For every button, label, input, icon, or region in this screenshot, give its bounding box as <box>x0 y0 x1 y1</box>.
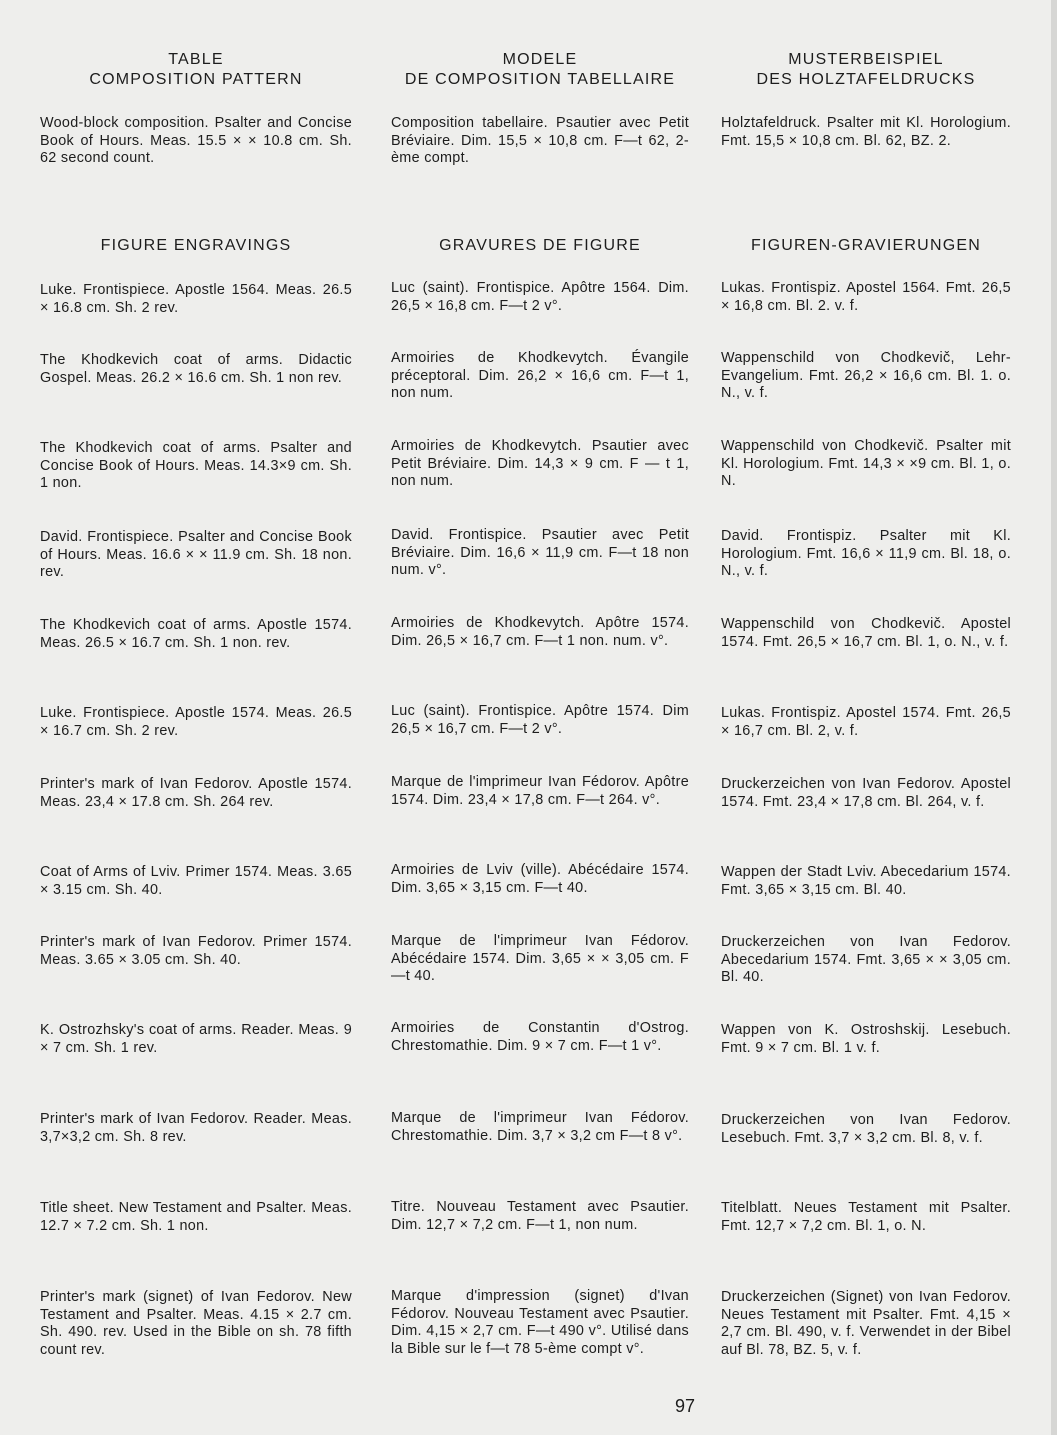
entry: Armoiries de Khodkevytch. Psautier avec Petit Bréviaire. Dim. 14,3 × 9 cm. F — t 1, non num. <box>391 438 689 489</box>
entry: Druckerzeichen von Ivan Fedorov. Lesebuch. Fmt. 3,7 × 3,2 cm. Bl. 8, v. f. <box>721 1112 1011 1146</box>
entry: Printer's mark of Ivan Fedorov. Primer 1574. Meas. 3.65 × 3.05 cm. Sh. 40. <box>40 934 352 968</box>
entry: Marque de l'imprimeur Ivan Fédorov. Abécédaire 1574. Dim. 3,65 × × 3,05 cm. F—t 40. <box>391 933 689 984</box>
section-header-figures: GRAVURES DE FIGURE <box>439 237 641 254</box>
entry: Druckerzeichen von Ivan Fedorov. Apostel 1574. Fmt. 23,4 × 17,8 cm. Bl. 264, v. f. <box>721 776 1011 810</box>
header-line: MODELE <box>502 51 578 68</box>
entry: Druckerzeichen (Signet) von Ivan Fedorov. Neues Testament mit Psalter. Fmt. 4,15 × 2,7 cm. Bl. 490, v. f. Verwendet in der Bibel auf Bl. 78, BZ. 5, v. f. <box>721 1289 1011 1358</box>
composition-text: Wood-block composition. Psalter and Concise Book of Hours. Meas. 15.5 × × 10.8 cm. Sh. 62 second count. <box>40 115 352 166</box>
entry: Luc (saint). Frontispice. Apôtre 1574. Dim 26,5 × 16,7 cm. F—t 2 v°. <box>391 703 689 737</box>
header-line: MUSTERBEISPIEL <box>788 51 944 68</box>
entry: Armoiries de Khodkevytch. Apôtre 1574. Dim. 26,5 × 16,7 cm. F—t 1 non. num. v°. <box>391 615 689 649</box>
entry: David. Frontispiz. Psalter mit Kl. Horologium. Fmt. 16,6 × 11,9 cm. Bl. 18, o. N., v. f. <box>721 528 1011 579</box>
entry: The Khodkevich coat of arms. Apostle 1574. Meas. 26.5 × 16.7 cm. Sh. 1 non. rev. <box>40 617 352 651</box>
entry: Coat of Arms of Lviv. Primer 1574. Meas. 3.65 × 3.15 cm. Sh. 40. <box>40 864 352 898</box>
entry: Printer's mark (signet) of Ivan Fedorov. New Testament and Psalter. Meas. 4.15 × 2.7 cm. Sh. 490. rev. Used in the Bible on sh. 78 fifth count rev. <box>40 1289 352 1358</box>
entry: Titelblatt. Neues Testament mit Psalter. Fmt. 12,7 × 7,2 cm. Bl. 1, o. N. <box>721 1200 1011 1234</box>
header-line: COMPOSITION PATTERN <box>89 71 303 88</box>
composition-text: Composition tabellaire. Psautier avec Petit Bréviaire. Dim. 15,5 × 10,8 cm. F—t 62, 2-ème compt. <box>391 115 689 166</box>
page-edge-shadow <box>1051 0 1057 1435</box>
entry: Wappenschild von Chodkevič, Lehr-Evangelium. Fmt. 26,2 × 16,6 cm. Bl. 1. o. N., v. f. <box>721 350 1011 401</box>
entry: Armoiries de Constantin d'Ostrog. Chrestomathie. Dim. 9 × 7 cm. F—t 1 v°. <box>391 1020 689 1054</box>
entry: Wappenschild von Chodkevič. Apostel 1574. Fmt. 26,5 × 16,7 cm. Bl. 1, o. N., v. f. <box>721 616 1011 650</box>
header-line: DES HOLZTAFELDRUCKS <box>756 71 976 88</box>
entry: Title sheet. New Testament and Psalter. Meas. 12.7 × 7.2 cm. Sh. 1 non. <box>40 1200 352 1234</box>
entry: Lukas. Frontispiz. Apostel 1574. Fmt. 26,5 × 16,7 cm. Bl. 2, v. f. <box>721 705 1011 739</box>
entry: Wappenschild von Chodkevič. Psalter mit Kl. Horologium. Fmt. 14,3 × ×9 cm. Bl. 1, o. N. <box>721 438 1011 489</box>
entry: Marque de l'imprimeur Ivan Fédorov. Apôtre 1574. Dim. 23,4 × 17,8 cm. F—t 264. v°. <box>391 774 689 808</box>
entry: David. Frontispiece. Psalter and Concise Book of Hours. Meas. 16.6 × × 11.9 cm. Sh. 18 non. rev. <box>40 529 352 580</box>
entry: Wappen der Stadt Lviv. Abecedarium 1574. Fmt. 3,65 × 3,15 cm. Bl. 40. <box>721 864 1011 898</box>
section-header-composition <box>391 50 689 90</box>
entry: Luke. Frontispiece. Apostle 1574. Meas. 26.5 × 16.7 cm. Sh. 2 rev. <box>40 705 352 739</box>
entry: Marque de l'imprimeur Ivan Fédorov. Chrestomathie. Dim. 3,7 × 3,2 cm F—t 8 v°. <box>391 1110 689 1144</box>
entry: K. Ostrozhsky's coat of arms. Reader. Meas. 9 × 7 cm. Sh. 1 rev. <box>40 1022 352 1056</box>
entry: Armoiries de Khodkevytch. Évangile préceptoral. Dim. 26,2 × 16,6 cm. F—t 1, non num. <box>391 350 689 401</box>
section-header-figures: FIGUREN-GRAVIERUNGEN <box>751 237 981 254</box>
entry: Luke. Frontispiece. Apostle 1564. Meas. 26.5 × 16.8 cm. Sh. 2 rev. <box>40 282 352 316</box>
entry: The Khodkevich coat of arms. Psalter and Concise Book of Hours. Meas. 14.3×9 cm. Sh. 1 non. <box>40 440 352 491</box>
entry: The Khodkevich coat of arms. Didactic Gospel. Meas. 26.2 × 16.6 cm. Sh. 1 non rev. <box>40 352 352 386</box>
composition-text: Holztafeldruck. Psalter mit Kl. Horologium. Fmt. 15,5 × 10,8 cm. Bl. 62, BZ. 2. <box>721 115 1011 149</box>
section-header-composition <box>40 50 352 90</box>
section-header-figures: FIGURE ENGRAVINGS <box>100 237 292 254</box>
entry: Printer's mark of Ivan Fedorov. Reader. Meas. 3,7×3,2 cm. Sh. 8 rev. <box>40 1111 352 1145</box>
header-line: DE COMPOSITION TABELLAIRE <box>404 71 676 88</box>
entry: Lukas. Frontispiz. Apostel 1564. Fmt. 26,5 × 16,8 cm. Bl. 2. v. f. <box>721 280 1011 314</box>
entry: Marque d'impression (signet) d'Ivan Fédorov. Nouveau Testament avec Psautier. Dim. 4,15 × 2,7 cm. F—t 490 v°. Utilisé dans la Bible sur le f—t 78 5-ème compt v°. <box>391 1288 689 1357</box>
entry: Druckerzeichen von Ivan Fedorov. Abecedarium 1574. Fmt. 3,65 × × 3,05 cm. Bl. 40. <box>721 934 1011 985</box>
entry: Luc (saint). Frontispice. Apôtre 1564. Dim. 26,5 × 16,8 cm. F—t 2 v°. <box>391 280 689 314</box>
entry: David. Frontispice. Psautier avec Petit Bréviaire. Dim. 16,6 × 11,9 cm. F—t 18 non num. v°. <box>391 527 689 578</box>
entry: Armoiries de Lviv (ville). Abécédaire 1574. Dim. 3,65 × 3,15 cm. F—t 40. <box>391 862 689 896</box>
section-header-composition <box>721 50 1011 90</box>
entry: Wappen von K. Ostroshskij. Lesebuch. Fmt. 9 × 7 cm. Bl. 1 v. f. <box>721 1022 1011 1056</box>
entry: Titre. Nouveau Testament avec Psautier. Dim. 12,7 × 7,2 cm. F—t 1, non num. <box>391 1199 689 1233</box>
entry: Printer's mark of Ivan Fedorov. Apostle 1574. Meas. 23,4 × 17.8 cm. Sh. 264 rev. <box>40 776 352 810</box>
page-number: 97 <box>674 1396 696 1416</box>
header-line: TABLE <box>168 51 224 68</box>
